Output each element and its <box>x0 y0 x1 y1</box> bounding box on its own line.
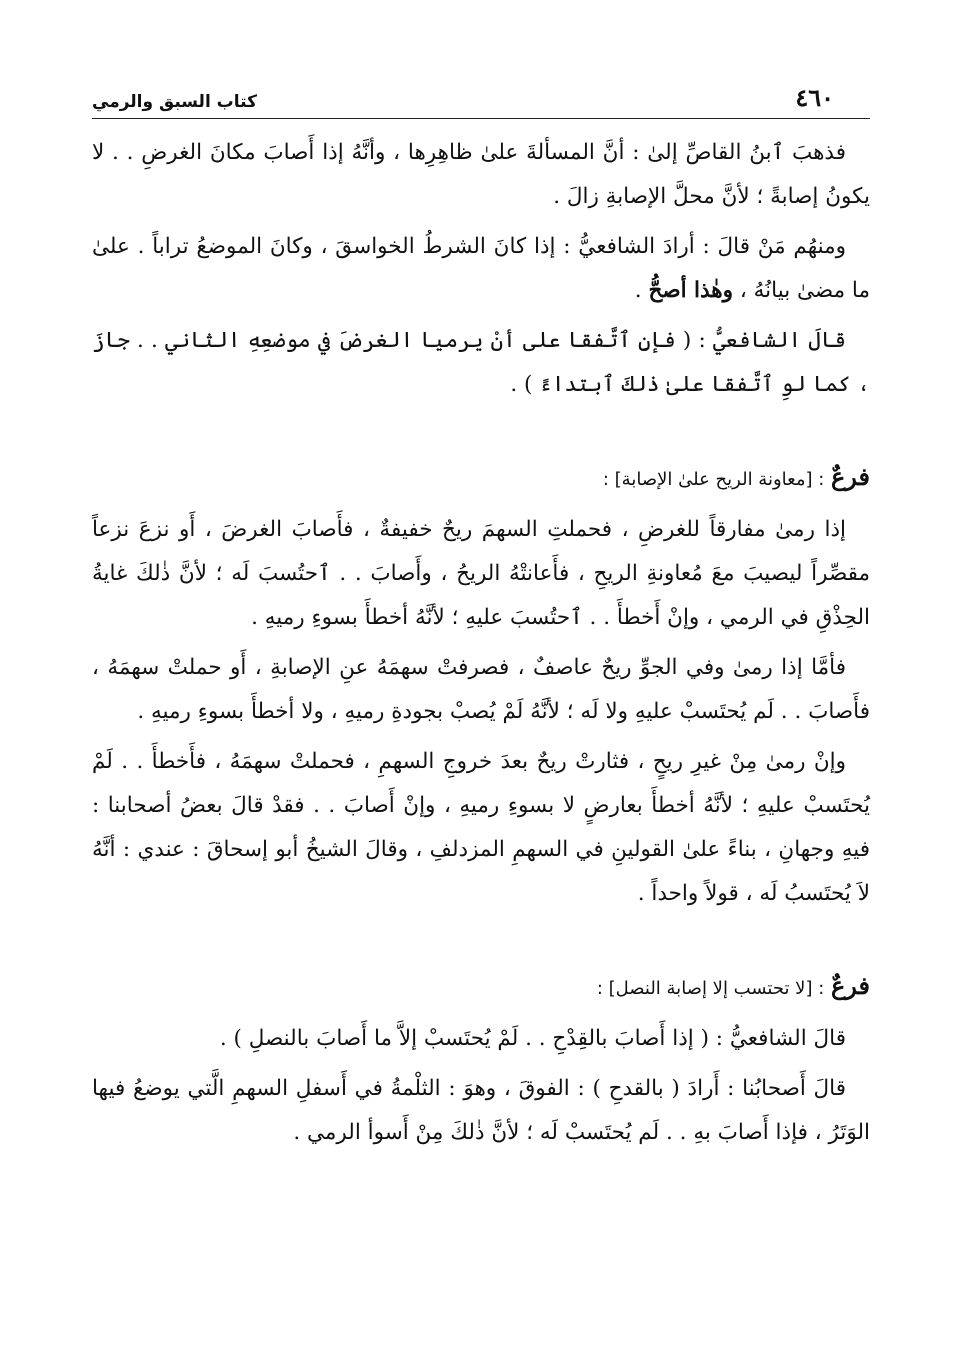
book-page <box>92 82 870 1161</box>
intro-paragraph-2-emphasis: وهٰذا أصحُّ <box>648 278 734 303</box>
section2-paragraph-2 <box>92 1067 870 1155</box>
section-arrowhead-hits <box>92 964 870 1155</box>
section-title: : [معاونة الريح علىٰ الإصابة] : <box>602 469 825 490</box>
intro-paragraph-3 <box>92 319 870 407</box>
section1-paragraph-1-text: إذا رمىٰ مفارقاً للغرضِ ، فحملتِ السهمَ ريحٌ خفيفةٌ ، فأَصابَ الغرضَ ، أَو نزعَ نزعاً مقصِّراً ليصيبَ معَ مُعاونةِ الريحِ ، فأَعانتْهُ الريحُ ، وأَصابَ . . ٱحتُسبَ لَه ؛ لأنَّ ذٰلكَ غايةُ الحِذْقِ في الرمي ، وإنْ أَخطأَ . . ٱحتُسبَ عليهِ ؛ لأنَّهُ أخطأَ بسوءِ رميهِ . <box>92 517 870 630</box>
section2-paragraph-1 <box>92 1017 870 1061</box>
intro-paragraph-2-text: ومنهُم مَنْ قالَ : أرادَ الشافعيُّ : إذا كانَ الشرطُ الخواسقَ ، وكانَ الموضعُ تراباً . علىٰ ما مضىٰ بيانُهُ ، <box>92 234 870 303</box>
section-label: فرعٌ <box>830 462 870 491</box>
section1-paragraph-2-text: فأمَّا إذا رمىٰ وفي الجوِّ ريحٌ عاصفٌ ، فصرفتْ سهمَهُ عنِ الإصابةِ ، أَو حملتْ سهمَهُ ، فأَصابَ . . لَم يُحتَسبْ عليهِ ولا لَه ؛ لأنَّهُ لَمْ يُصبْ بجودةِ رميهِ ، ولا أخطأَ بسوءِ رميهِ . <box>92 655 870 724</box>
intro-paragraph-1-text: فذهبَ ٱبنُ القاصِّ إلىٰ : أنَّ المسألةَ علىٰ ظاهِرِها ، وأنَّهُ إذا أَصابَ مكانَ الغرضِ . . لا يكونُ إصابةً ؛ لأنَّ محلَّ الإصابةِ زالَ . <box>92 140 870 209</box>
section-heading <box>92 964 870 1011</box>
section1-paragraph-3 <box>92 740 870 916</box>
page-header <box>92 82 870 119</box>
section1-paragraph-1 <box>92 508 870 640</box>
section-wind-assistance <box>92 455 870 916</box>
intro-paragraph-1 <box>92 131 870 219</box>
section-heading <box>92 455 870 502</box>
running-title: كتاب السبق والرمي <box>92 92 257 112</box>
page-content <box>92 131 870 1155</box>
section2-paragraph-2-text: قالَ أَصحابُنا : أَرادَ ( بالقدحِ ) : الفوقَ ، وهوَ : الثلْمةُ في أَسفلِ السهمِ الَّتي يوضعُ فيها الوَتَرُ ، فإذا أَصابَ بهِ . . لَم يُحتَسبْ لَه ؛ لأنَّ ذٰلكَ مِنْ أَسوأ الرمي . <box>92 1076 870 1145</box>
intro-paragraph-3-text: قالَ الشافعيُّ : ( فإنِ ٱتَّفقا على أنْ يرميا الغرضَ في موضعِهِ الثاني . . جازَ ، كما لوِ ٱتَّفقا علىٰ ذٰلكَ ٱبتداءً ) . <box>92 328 870 397</box>
section1-paragraph-2 <box>92 646 870 734</box>
page-number: ٤٦٠ <box>795 83 834 112</box>
intro-paragraph-2-end: . <box>634 278 649 303</box>
section2-paragraph-1-text: قالَ الشافعيُّ : ( إذا أَصابَ بالقِدْحِ . . لَمْ يُحتَسبْ إلاَّ ما أَصابَ بالنصلِ ) . <box>219 1026 846 1051</box>
section-label: فرعٌ <box>830 971 870 1000</box>
section1-paragraph-3-text: وإنْ رمىٰ مِنْ غيرِ ريحٍ ، فثارتْ ريحٌ بعدَ خروجِ السهمِ ، فحملتْ سهمَهُ ، فأَخطأَ . . لَمْ يُحتَسبْ عليهِ ؛ لأنَّهُ أخطأَ بعارضٍ لا بسوءِ رميهِ ، وإنْ أَصابَ . . فقدْ قالَ بعضُ أصحابنا : فيهِ وجهانِ ، بناءً علىٰ القولينِ في السهمِ المزدلفِ ، وقالَ الشيخُ أبو إسحاقَ : عندي : أنَّهُ لاَ يُحتَسبُ لَه ، قولاً واحداً . <box>92 749 871 906</box>
section-title: : [لا تحتسب إلا إصابة النصل] : <box>596 978 825 999</box>
intro-paragraph-2 <box>92 225 870 313</box>
